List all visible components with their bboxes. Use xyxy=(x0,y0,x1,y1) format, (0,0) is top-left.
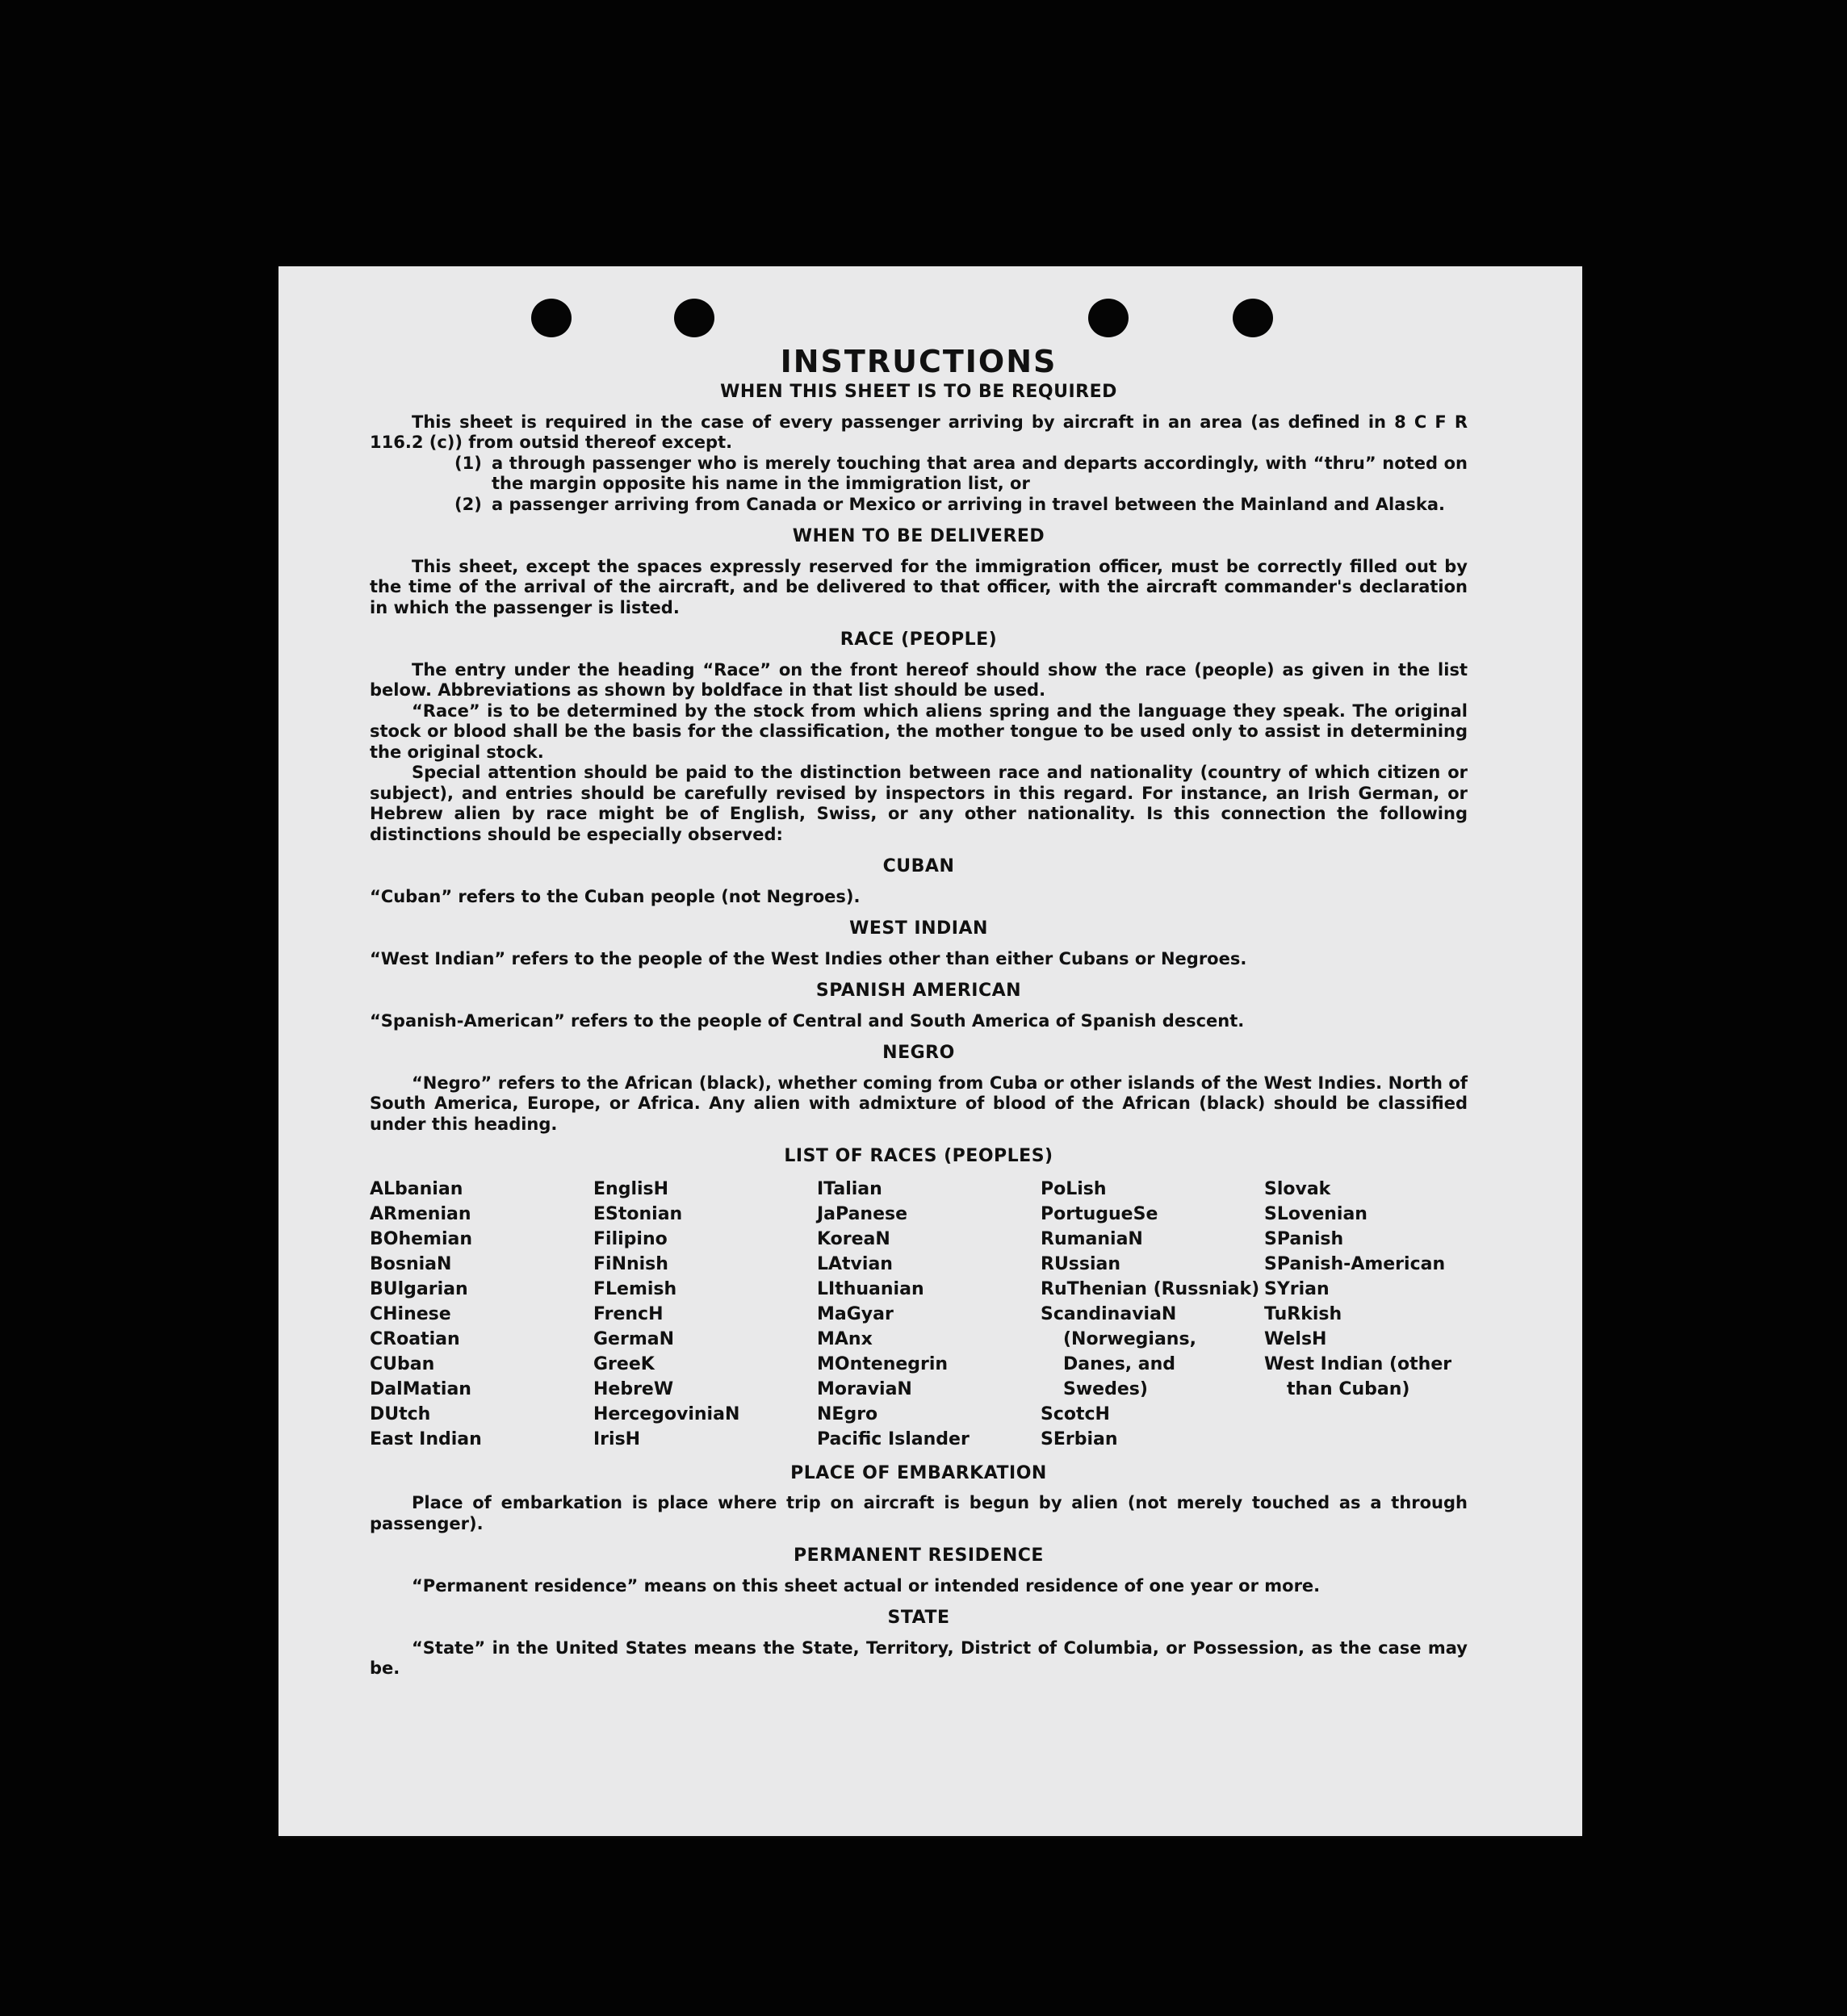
race-item: RumaniaN xyxy=(1041,1228,1143,1249)
race-item: ITalian xyxy=(817,1178,882,1199)
race-item: SLovenian xyxy=(1264,1203,1367,1224)
race-item: HercegoviniaN xyxy=(593,1403,740,1424)
residence-text: “Permanent residence” means on this sheet actual or intended residence of one year or more. xyxy=(412,1575,1321,1596)
race-paragraph: The entry under the heading “Race” on the front hereof should show the race (people) as given in the list below. Abbreviations as shown by boldface in that list should be used. xyxy=(370,659,1468,700)
race-item: SErbian xyxy=(1041,1428,1118,1449)
race-item: FrencH xyxy=(593,1303,664,1324)
punch-hole xyxy=(1233,299,1273,337)
race-item: IrisH xyxy=(593,1428,641,1449)
race-item: West Indian (other than Cuban) xyxy=(1264,1353,1452,1399)
race-item: MOntenegrin xyxy=(817,1353,949,1374)
races-column xyxy=(817,1177,1041,1452)
race-item: KoreaN xyxy=(817,1228,890,1249)
race-item: CUban xyxy=(370,1353,435,1374)
race-item: Pacific Islander xyxy=(817,1428,970,1449)
exception-text: a passenger arriving from Canada or Mexico or arriving in travel between the Mainland and Alaska. xyxy=(492,494,1445,514)
exception-text: a through passenger who is merely touching that area and departs accordingly, with “thru” noted on the margin opposite his name in the immigration list, or xyxy=(492,453,1468,493)
race-item: Filipino xyxy=(593,1228,668,1249)
race-item: LIthuanian xyxy=(817,1278,924,1299)
section-heading-embarkation: PLACE OF EMBARKATION xyxy=(790,1462,1047,1483)
race-item: PoLish xyxy=(1041,1178,1107,1199)
race-item: East Indian xyxy=(370,1428,482,1449)
race-item: DalMatian xyxy=(370,1378,471,1399)
exception-number: (1) xyxy=(454,453,482,473)
exception-item xyxy=(454,454,1468,495)
spanish-american-text: “Spanish-American” refers to the people of Central and South America of Spanish descent. xyxy=(370,1010,1245,1031)
section-heading-cuban: CUBAN xyxy=(882,856,955,876)
race-item: EnglisH xyxy=(593,1178,669,1199)
delivered-text: This sheet, except the spaces expressly reserved for the immigration officer, must be correctly filled out by the time of the arrival of the aircraft, and be delivered to that officer, with the aircraft commander's declaration in which the passenger is listed. xyxy=(370,556,1468,617)
sheet-content xyxy=(370,343,1468,1679)
race-item: DUtch xyxy=(370,1403,431,1424)
section-heading-race: RACE (PEOPLE) xyxy=(840,629,998,650)
race-item: HebreW xyxy=(593,1378,674,1399)
section-heading-delivered: WHEN TO BE DELIVERED xyxy=(792,526,1045,546)
race-item: ARmenian xyxy=(370,1203,471,1224)
race-item: MAnx xyxy=(817,1328,873,1349)
punch-hole xyxy=(1088,299,1129,337)
state-text: “State” in the United States means the State, Territory, District of Columbia, or Possession, as the case may be. xyxy=(370,1637,1468,1678)
race-item: MoraviaN xyxy=(817,1378,912,1399)
race-item: GreeK xyxy=(593,1353,655,1374)
race-item: BOhemian xyxy=(370,1228,473,1249)
race-item: LAtvian xyxy=(817,1253,893,1274)
exception-item xyxy=(454,495,1468,516)
race-item: GermaN xyxy=(593,1328,675,1349)
section-heading-spanish-american: SPANISH AMERICAN xyxy=(815,981,1022,1001)
race-item: BosniaN xyxy=(370,1253,452,1274)
section-heading-negro: NEGRO xyxy=(882,1043,955,1063)
west-indian-text: “West Indian” refers to the people of the West Indies other than either Cubans or Negroes. xyxy=(370,948,1247,968)
negro-text: “Negro” refers to the African (black), whether coming from Cuba or other islands of the West Indies. North of South America, Europe, or Africa. Any alien with admixture of blood of the African (black) should be classified under this heading. xyxy=(370,1073,1468,1134)
cuban-text: “Cuban” refers to the Cuban people (not Negroes). xyxy=(370,886,861,906)
race-item: FLemish xyxy=(593,1278,677,1299)
race-item: EStonian xyxy=(593,1203,683,1224)
required-intro: This sheet is required in the case of every passenger arriving by aircraft in an area (as defined in 8 C F R 116.2 (c)) from outsid thereof except. xyxy=(370,412,1468,452)
race-item: SPanish-American xyxy=(1264,1253,1446,1274)
race-item: PortugueSe xyxy=(1041,1203,1158,1224)
section-heading-west-indian: WEST INDIAN xyxy=(849,918,988,939)
race-item: CHinese xyxy=(370,1303,451,1324)
race-item: RuThenian (Russniak) xyxy=(1041,1278,1260,1299)
races-column xyxy=(1264,1177,1466,1452)
race-item: BUlgarian xyxy=(370,1278,468,1299)
race-item: NEgro xyxy=(817,1403,878,1424)
races-column xyxy=(1041,1177,1264,1452)
instruction-sheet xyxy=(279,266,1582,1836)
races-column xyxy=(593,1177,817,1452)
race-item: ALbanian xyxy=(370,1178,463,1199)
page-title: INSTRUCTIONS xyxy=(780,344,1058,379)
race-item: SYrian xyxy=(1264,1278,1330,1299)
section-heading-required: WHEN THIS SHEET IS TO BE REQUIRED xyxy=(720,382,1117,402)
embarkation-text: Place of embarkation is place where trip on aircraft is begun by alien (not merely touched as a through passenger). xyxy=(370,1493,1468,1533)
race-item: RUssian xyxy=(1041,1253,1121,1274)
punch-hole xyxy=(531,299,572,337)
race-item: JaPanese xyxy=(817,1203,908,1224)
race-item: CRoatian xyxy=(370,1328,460,1349)
race-paragraph: “Race” is to be determined by the stock from which aliens spring and the language they speak. The original stock or blood shall be the basis for the classification, the mother tongue to be used only to assist in determining the original stock. xyxy=(370,701,1468,762)
race-item: TuRkish xyxy=(1264,1303,1342,1324)
race-item: ScotcH xyxy=(1041,1403,1110,1424)
races-list xyxy=(370,1177,1468,1452)
exception-number: (2) xyxy=(454,494,482,514)
race-item: ScandinaviaN (Norwegians, Danes, and Swedes) xyxy=(1041,1303,1196,1399)
section-heading-residence: PERMANENT RESIDENCE xyxy=(794,1545,1044,1566)
punch-hole xyxy=(674,299,714,337)
race-item: SPanish xyxy=(1264,1228,1344,1249)
section-heading-state: STATE xyxy=(887,1608,950,1628)
race-paragraph: Special attention should be paid to the distinction between race and nationality (country of which citizen or subject), and entries should be carefully revised by inspectors in this regard. For instance, an Irish German, or Hebrew alien by race might be of English, Swiss, or any other nationality. Is this connection the following distinctions should be especially observed: xyxy=(370,763,1468,844)
race-item: WelsH xyxy=(1264,1328,1327,1349)
race-item: FiNnish xyxy=(593,1253,668,1274)
race-item: MaGyar xyxy=(817,1303,894,1324)
section-heading-races-list: LIST OF RACES (PEOPLES) xyxy=(784,1146,1053,1166)
race-item: Slovak xyxy=(1264,1178,1331,1199)
races-column xyxy=(370,1177,593,1452)
